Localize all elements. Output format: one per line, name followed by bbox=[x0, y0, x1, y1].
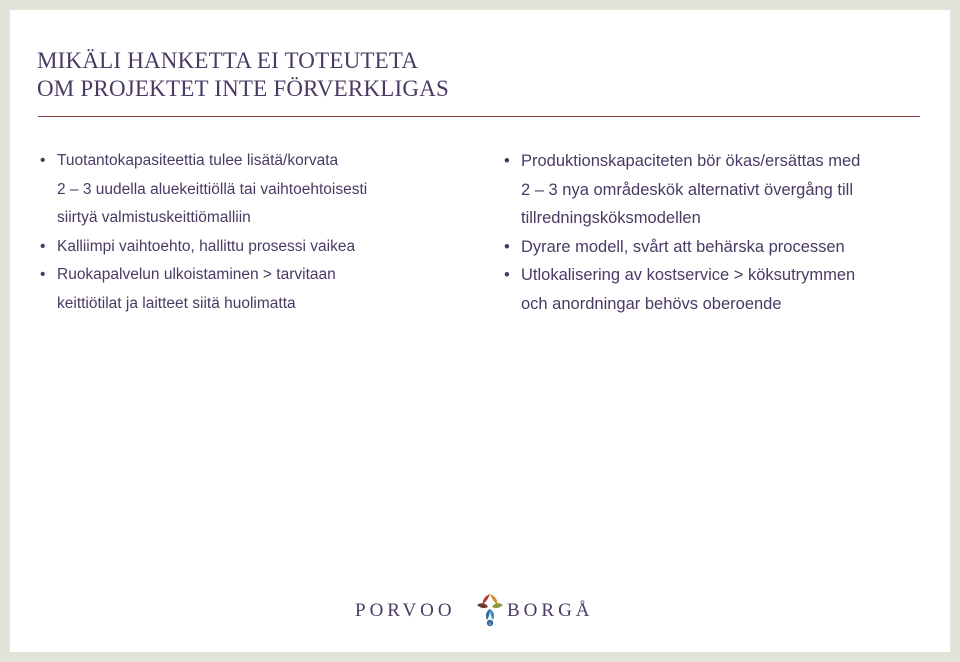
bullet-line: Utlokalisering av kostservice > köksutrymmen bbox=[521, 266, 856, 284]
bullet-icon: • bbox=[504, 237, 510, 256]
bullet-line: keittiötilat ja laitteet siitä huolimatta bbox=[57, 294, 296, 312]
title-divider bbox=[38, 116, 920, 117]
city-logo bbox=[355, 590, 615, 630]
bullet-line: och anordningar behövs oberoende bbox=[521, 294, 782, 313]
swedish-bullet-list bbox=[504, 147, 944, 318]
list-item bbox=[40, 261, 480, 318]
bullet-icon: • bbox=[40, 266, 46, 283]
svg-text:c: c bbox=[488, 621, 492, 626]
bullet-icon: • bbox=[40, 237, 46, 255]
bullet-line: Dyrare modell, svårt att behärska processen bbox=[521, 237, 845, 256]
list-item bbox=[504, 233, 944, 262]
bullet-line: Kalliimpi vaihtoehto, hallittu prosessi vaikea bbox=[57, 237, 356, 255]
finnish-bullet-list bbox=[40, 147, 480, 318]
list-item bbox=[40, 147, 480, 233]
title-line-2: OM PROJEKTET INTE FÖRVERKLIGAS bbox=[37, 76, 449, 101]
bullet-line: 2 – 3 uudella aluekeittiöllä tai vaihtoehtoisesti bbox=[57, 180, 368, 198]
slide-title bbox=[37, 47, 637, 103]
list-item bbox=[504, 147, 944, 233]
bullet-icon: • bbox=[504, 152, 510, 170]
bullet-line: 2 – 3 nya områdeskök alternativt övergång till bbox=[521, 180, 854, 199]
bullet-line: tillredningsköksmodellen bbox=[521, 209, 701, 227]
list-item bbox=[504, 261, 944, 318]
slide bbox=[10, 10, 950, 652]
bullet-line: siirtyä valmistuskeittiömalliin bbox=[57, 209, 251, 226]
bullet-line: Produktionskapaciteten bör ökas/ersättas med bbox=[521, 152, 861, 170]
title-line-1: MIKÄLI HANKETTA EI TOTEUTETA bbox=[37, 48, 419, 73]
logo-word-finnish: PORVOO bbox=[355, 600, 456, 621]
list-item bbox=[40, 233, 480, 262]
bullet-icon: • bbox=[40, 152, 46, 169]
bullet-icon: • bbox=[504, 266, 510, 284]
bullet-line: Tuotantokapasiteettia tulee lisätä/korvata bbox=[57, 152, 339, 169]
bullet-line: Ruokapalvelun ulkoistaminen > tarvitaan bbox=[57, 266, 336, 283]
city-emblem-icon bbox=[473, 590, 507, 628]
logo-word-swedish: BORGÅ bbox=[507, 600, 594, 621]
